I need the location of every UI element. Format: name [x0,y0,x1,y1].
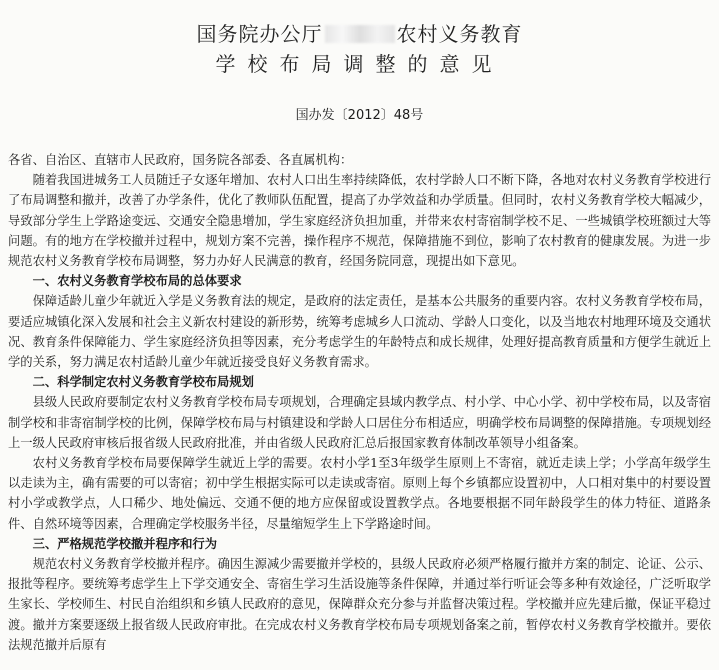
section1-heading: 一、农村义务教育学校布局的总体要求 [32,274,242,289]
salutation: 各省、自治区、直辖市人民政府，国务院各部委、各直属机构： [8,153,353,167]
intro-paragraph: 随着我国进城务工人员随迁子女逐年增加、农村人口出生率持续降低，农村学龄人口不断下降，各地对农村义务教育学校进行了布局调整和撤并，改善了办学条件，优化了教师队伍配置，提高了办学效益和办学质量。但同时，农村义务教育学校大幅减少，导致部分学生上学路途变远、交通安全隐患增加，学生家庭经济负担加重，并带来农村寄宿制学校不足、一些城镇学校班额过大等问题。有的地方在学校撤并过程中，规划方案不完善，操作程序不规范，保障措施不到位，影响了农村教育的健康发展。为进一步规范农村义务教育学校布局调整，努力办好人民满意的教育，经国务院同意，现提出如下意见。 [8,173,711,269]
section2-paragraph1: 县级人民政府要制定农村义务教育学校布局专项规划，合理确定县域内教学点、村小学、中心小学、初中学校布局，以及寄宿制学校和非寄宿制学校的比例，保障学校布局与村镇建设和学龄人口居住分布相适应，明确学校布局调整的保障措施。专项规划经上一级人民政府审核后报省级人民政府批准，并由省级人民政府汇总后报国家教育体制改革领导小组备案。 [8,395,711,450]
document-number: 国办发〔2012〕48号 [295,108,424,123]
title-part2: 农村义务教育 [396,22,523,46]
section3-heading: 三、严格规范学校撤并程序和行为 [32,536,218,551]
document-title-line2: 学校布局调整的意见 [215,52,504,76]
section2-heading: 二、科学制定农村义务教育学校布局规划 [32,375,254,390]
section1-paragraph: 保障适龄儿童少年就近入学是义务教育法的规定，是政府的法定责任，是基本公共服务的重要内容。农村义务教育学校布局，要适应城镇化深入发展和社会主义新农村建设的新形势，统筹考虑城乡人口流动、学龄人口变化，以及当地农村地理环境及交通状况、教育条件保障能力、学生家庭经济负担等因素，充分考虑学生的年龄特点和成长规律，处理好提高教育质量和方便学生就近上学的关系，努力满足农村适龄儿童少年就近接受良好义务教育需求。 [8,294,711,370]
section2-paragraph2: 农村义务教育学校布局要保障学生就近上学的需要。农村小学1至3年级学生原则上不寄宿，就近走读上学；小学高年级学生以走读为主，确有需要的可以寄宿；初中学生根据实际可以走读或寄宿。原则上每个乡镇都应设置初中，人口相对集中的村要设置村小学或教学点，人口稀少、地处偏远、交通不便的地方应保留或设置教学点。各地要根据不同年龄段学生的体力特征、道路条件、自然环境等因素，合理确定学校服务半径，尽量缩短学生上下学路途时间。 [8,456,711,531]
title-part1: 国务院办公厅 [196,22,323,46]
redacted-blur [325,25,395,43]
document-body [8,150,711,655]
section3-paragraph1: 规范农村义务教育学校撤并程序。确因生源减少需要撤并学校的，县级人民政府必须严格履行撤并方案的制定、论证、公示、报批等程序。要统筹考虑学生上下学交通安全、寄宿生学习生活设施等条件保障，并通过举行听证会等多种有效途径，广泛听取学生家长、学校师生、村民自治组织和乡镇人民政府的意见，保障群众充分参与并监督决策过程。学校撤并应先建后撤，保证平稳过渡。撤并方案要逐级上报省级人民政府审批。在完成农村义务教育学校布局专项规划备案之前，暂停农村义务教育学校撤并。要依法规范撤并后原有 [8,557,711,652]
document-title-line1 [0,18,719,47]
